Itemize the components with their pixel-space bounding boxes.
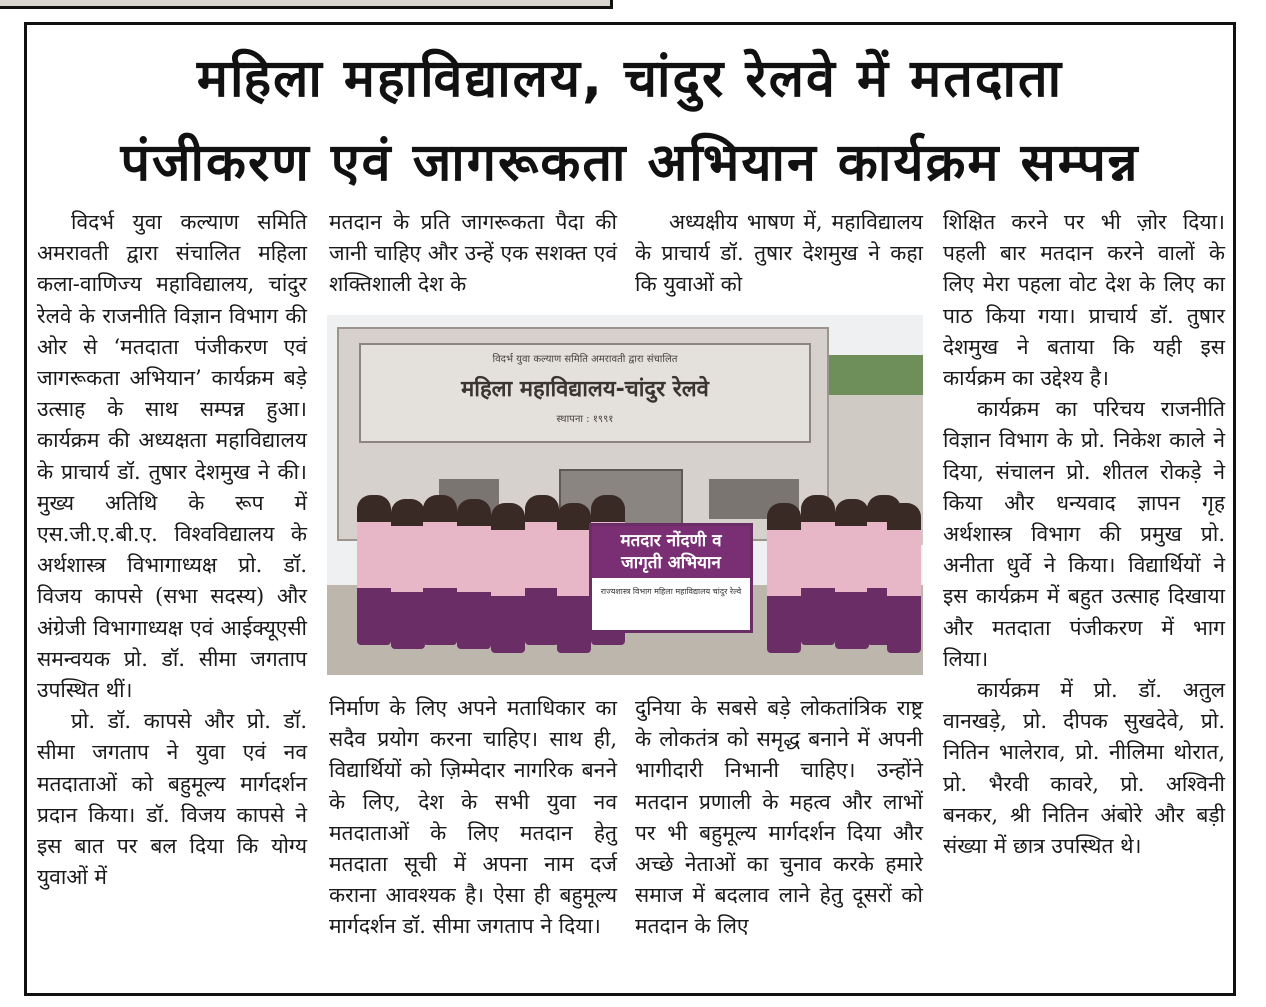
student-figure — [491, 503, 525, 653]
banner-line-1: मतदार नोंदणी व — [620, 531, 722, 551]
student-figure — [457, 499, 491, 649]
article-frame — [24, 22, 1236, 996]
col4-paragraph-2: कार्यक्रम का परिचय राजनीति विज्ञान विभाग के प्रो. निकेश काले ने दिया, संचालन प्रो. शीतल रोकड़े ने किया और धन्यवाद ज्ञापन गृह अर्थशास्त्र विभाग की प्रमुख प्रो. अनीता धुर्वे ने किया। विद्यार्थियों ने इस कार्यक्रम में बहुत उत्साह दिखाया और मतदाता पंजीकरण में भाग लिया। — [943, 397, 1225, 671]
column-1 — [37, 207, 307, 893]
student-figure — [423, 495, 457, 645]
signboard-line-1: विदर्भ युवा कल्याण समिति अमरावती द्वारा संचालित — [492, 354, 678, 365]
banner-title — [592, 526, 750, 578]
column-3-top — [635, 207, 923, 301]
headline-line-2: पंजीकरण एवं जागरूकता अभियान कार्यक्रम सम्पन्न — [120, 133, 1140, 193]
college-signboard — [359, 343, 811, 443]
campaign-banner — [589, 523, 753, 633]
column-3-bottom — [635, 693, 923, 943]
column-2-top — [329, 207, 617, 301]
student-figure — [801, 495, 835, 645]
signboard-line-3: स्थापना : १९९१ — [556, 414, 614, 425]
banner-small-text: राज्यशास्त्र विभाग महिला महाविद्यालय चांदुर रेल्वे — [600, 587, 742, 596]
headline-line-1: महिला महाविद्यालय, चांदुर रेलवे में मतदाता — [196, 49, 1064, 109]
col2-bottom-text: निर्माण के लिए अपने मताधिकार का सदैव प्रयोग करना चाहिए। साथ ही, विद्यार्थियों को ज़िम्मेदार नागरिक बनने के लिए, देश के सभी युवा नव मतदाताओं के लिए मतदान हेतु मतदाता सूची में अपना नाम दर्ज कराना आवश्यक है। ऐसा ही बहुमूल्य मार्गदर्शन डॉ. सीमा जगताप ने दिया। — [329, 696, 617, 939]
column-2-bottom — [329, 693, 617, 943]
student-figure — [767, 503, 801, 653]
col3-top-text: अध्यक्षीय भाषण में, महाविद्यालय के प्राचार्य डॉ. तुषार देशमुख ने कहा कि युवाओं को — [635, 210, 923, 297]
col1-paragraph-1: विदर्भ युवा कल्याण समिति अमरावती द्वारा संचालित महिला कला-वाणिज्य महाविद्यालय, चांदुर रेलवे के राजनीति विज्ञान विभाग की ओर से ‘मतदाता पंजीकरण एवं जागरूकता अभियान’ कार्यक्रम बड़े उत्साह के साथ सम्पन्न हुआ। कार्यक्रम की अध्यक्षता महाविद्यालय के प्राचार्य डॉ. तुषार देशमुख ने की। मुख्य अतिथि के रूप में एस.जी.ए.बी.ए. विश्वविद्यालय के अर्थशास्त्र विभागाध्यक्ष प्रो. डॉ. विजय कापसे (सभा सदस्य) और अंग्रेजी विभागाध्यक्ष एवं आईक्यूएसी समन्वयक प्रो. डॉ. सीमा जगताप उपस्थित थीं। — [37, 210, 307, 703]
col1-paragraph-2: प्रो. डॉ. कापसे और प्रो. डॉ. सीमा जगताप ने युवा एवं नव मतदाताओं को बहुमूल्य मार्गदर्शन प्रदान किया। डॉ. विजय कापसे ने इस बात पर बल दिया कि योग्य युवाओं में — [37, 709, 307, 890]
previous-article-border — [0, 0, 613, 9]
student-figure — [357, 495, 391, 645]
signboard-line-2: महिला महाविद्यालय-चांदुर रेलवे — [461, 377, 709, 402]
col3-bottom-text: दुनिया के सबसे बड़े लोकतांत्रिक राष्ट्र के लोकतंत्र को समृद्ध बनाने में अपनी भागीदारी निभानी चाहिए। उन्होंने मतदान प्रणाली के महत्व और लाभों पर भी बहुमूल्य मार्गदर्शन दिया और अच्छे नेताओं का चुनाव करके हमारे समाज में बदलाव लाने हेतु दूसरों को मतदान के लिए — [635, 696, 923, 939]
student-figure — [525, 495, 559, 645]
banner-line-2: जागृती अभियान — [621, 553, 721, 573]
column-4 — [943, 207, 1225, 862]
col2-top-text: मतदान के प्रति जागरूकता पैदा की जानी चाहिए और उन्हें एक सशक्त एवं शक्तिशाली देश के — [329, 210, 617, 297]
col4-paragraph-1: शिक्षित करने पर भी ज़ोर दिया। पहली बार मतदान करने वालों के लिए मेरा पहला वोट देश के लिए का पाठ किया गया। प्राचार्य डॉ. तुषार देशमुख ने बताया कि यही इस कार्यक्रम का उद्देश्य है। — [943, 210, 1225, 391]
col4-paragraph-3: कार्यक्रम में प्रो. डॉ. अतुल वानखड़े, प्रो. दीपक सुखदेवे, प्रो. नितिन भालेराव, प्रो. नीलिमा थोरात, प्रो. भैरवी कावरे, प्रो. अश्विनी बनकर, श्री नितिन अंबोरे और बड़ी संख्या में छात्र उपस्थित थे। — [943, 678, 1225, 859]
student-figure — [391, 499, 425, 649]
student-figure — [887, 503, 921, 653]
event-photo — [327, 315, 923, 675]
student-figure — [557, 503, 591, 653]
student-figure — [835, 499, 869, 649]
